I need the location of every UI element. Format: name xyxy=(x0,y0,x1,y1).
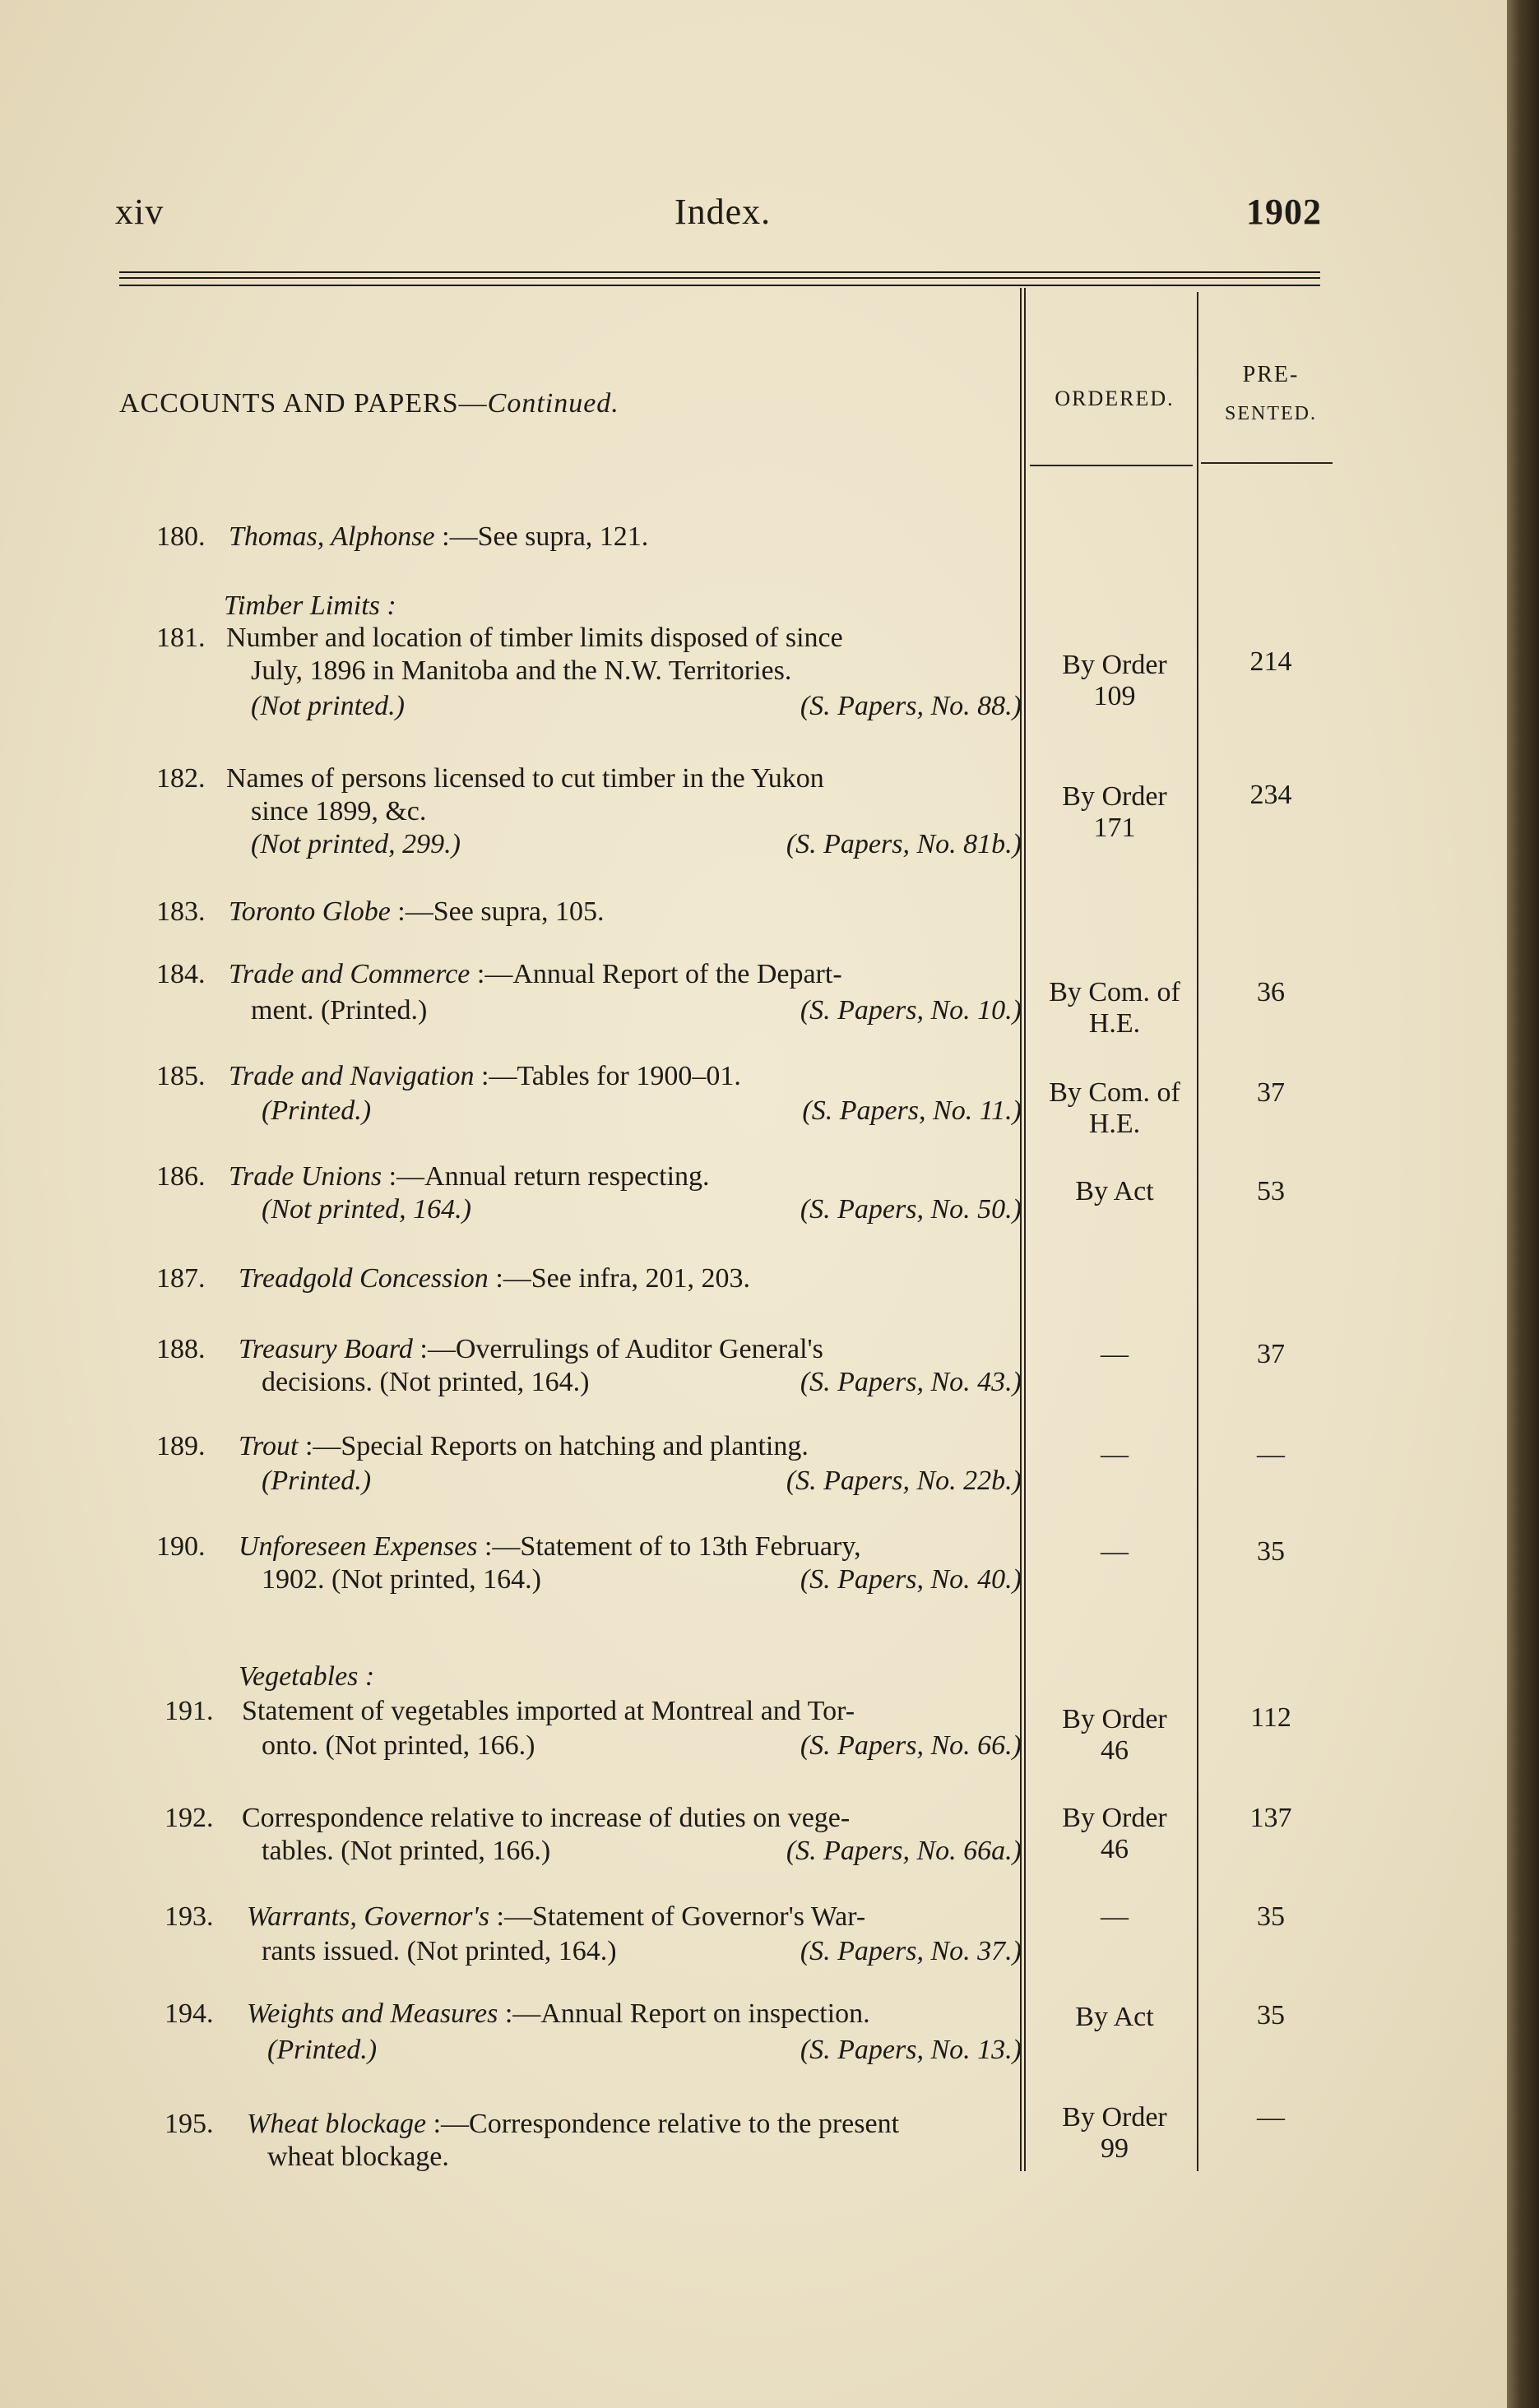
entry-subject: Trade and Commerce xyxy=(229,959,471,989)
entry-number: 185. xyxy=(156,1061,206,1091)
entry-text: :—Correspondence relative to the present xyxy=(433,2109,900,2139)
entry-subject: Weights and Measures xyxy=(247,1998,498,2029)
entry-line xyxy=(239,1431,809,1462)
entry-text: :—Overrulings of Auditor General's xyxy=(420,1334,823,1364)
entry-text: :—See infra, 201, 203. xyxy=(495,1263,751,1294)
entry-number: 193. xyxy=(165,1901,214,1932)
entry-number: 181. xyxy=(156,623,206,653)
entry-number: 184. xyxy=(156,959,206,989)
entry-text: :—Annual return respecting. xyxy=(388,1161,710,1192)
column-header-rule-presented xyxy=(1201,462,1333,464)
entry-ordered: By Order 171 xyxy=(1062,781,1167,843)
page-binding-edge xyxy=(1507,0,1539,2408)
entry-line xyxy=(229,521,648,553)
entry-line xyxy=(239,1263,750,1294)
entry-subject: Unforeseen Expenses xyxy=(239,1531,478,1562)
entry-number: 192. xyxy=(165,1803,214,1833)
page-title: Index. xyxy=(674,192,772,232)
entry-presented: 36 xyxy=(1257,977,1285,1007)
entry-subject: Treadgold Concession xyxy=(239,1263,489,1294)
entry-presented: — xyxy=(1257,1439,1285,1470)
entry-ordered: By Order 46 xyxy=(1062,1803,1167,1864)
entry-presented: 35 xyxy=(1257,1536,1285,1567)
entry-presented: 37 xyxy=(1257,1339,1285,1369)
entry-line xyxy=(239,1334,823,1365)
entry-presented: 53 xyxy=(1257,1176,1285,1206)
page-year: 1902 xyxy=(1246,192,1322,232)
entry-line xyxy=(229,896,604,928)
entry-number: 189. xyxy=(156,1431,206,1461)
entry-ordered: — xyxy=(1101,1439,1129,1470)
entry-number: 191. xyxy=(165,1696,214,1726)
column-divider-text xyxy=(1020,288,1022,2171)
entry-number: 180. xyxy=(156,521,206,552)
page-number-roman: xiv xyxy=(115,192,165,232)
entry-text-line1: Statement of vegetables imported at Montreal and Tor- xyxy=(242,1696,855,1726)
entry-text-line2: (Printed.) xyxy=(262,1466,372,1496)
column-header-presented-line1: PRE- xyxy=(1242,362,1300,387)
column-header-presented-line2: SENTED. xyxy=(1225,403,1317,424)
column-divider-ordered xyxy=(1197,292,1198,2171)
entry-presented: 112 xyxy=(1250,1702,1291,1733)
entry-paper-ref: (S. Papers, No. 37.) xyxy=(800,1936,1022,1966)
entry-ordered: By Act xyxy=(1075,2002,1154,2032)
entry-number: 188. xyxy=(156,1334,206,1364)
column-header-rule-ordered xyxy=(1030,465,1193,466)
column-header-ordered: ORDERED. xyxy=(1055,387,1175,410)
entry-paper-ref: (S. Papers, No. 11.) xyxy=(802,1095,1022,1126)
entry-text: :—Statement of to 13th February, xyxy=(484,1531,861,1562)
entry-text-line2: (Printed.) xyxy=(262,1095,372,1126)
entry-note: (Not printed.) xyxy=(251,691,405,721)
entry-text-line2: ment. (Printed.) xyxy=(251,995,428,1026)
entry-line xyxy=(229,1161,710,1192)
entry-subject: Thomas, Alphonse xyxy=(229,521,435,552)
section-title: ACCOUNTS AND PAPERS—Continued. xyxy=(119,388,619,419)
entry-subject: Treasury Board xyxy=(239,1334,413,1364)
header-rule-bottom xyxy=(119,285,1320,286)
entry-ordered: By Act xyxy=(1075,1176,1154,1206)
header-rule-mid xyxy=(119,277,1320,279)
entry-text: :—Annual Report of the Depart- xyxy=(476,959,842,989)
entry-text-line2: 1902. (Not printed, 164.) xyxy=(262,1564,541,1595)
entry-paper-ref: (S. Papers, No. 43.) xyxy=(800,1367,1022,1397)
entry-paper-ref: (S. Papers, No. 13.) xyxy=(800,2035,1022,2065)
entry-number: 182. xyxy=(156,763,206,794)
entry-paper-ref: (S. Papers, No. 50.) xyxy=(800,1194,1022,1225)
entry-presented: — xyxy=(1257,2102,1285,2132)
entry-text-line2: wheat blockage. xyxy=(267,2142,449,2172)
entry-ordered: — xyxy=(1101,1536,1129,1567)
section-title-continued: Continued. xyxy=(487,388,619,419)
entry-line xyxy=(247,1998,870,2030)
entry-ordered: By Order 46 xyxy=(1062,1704,1167,1766)
entry-line xyxy=(239,1531,861,1563)
entry-paper-ref: (S. Papers, No. 22b.) xyxy=(786,1466,1022,1496)
entry-note: (Not printed, 299.) xyxy=(251,829,461,859)
header-rule-top xyxy=(119,271,1320,273)
entry-presented: 35 xyxy=(1257,1901,1285,1932)
entry-text-line1: Number and location of timber limits disposed of since xyxy=(226,623,843,653)
entry-line xyxy=(229,1061,741,1092)
entry-text-line2: onto. (Not printed, 166.) xyxy=(262,1730,535,1761)
section-title-main: ACCOUNTS AND PAPERS xyxy=(119,388,459,419)
entry-number: 195. xyxy=(165,2109,214,2139)
entry-text: :—Statement of Governor's War- xyxy=(496,1901,866,1932)
entry-paper-ref: (S. Papers, No. 10.) xyxy=(800,995,1022,1026)
entry-presented: 234 xyxy=(1249,780,1292,810)
entry-text-line2: rants issued. (Not printed, 164.) xyxy=(262,1936,617,1966)
entry-number: 190. xyxy=(156,1531,206,1562)
entry-ordered: By Order 109 xyxy=(1062,650,1167,711)
entry-number: 187. xyxy=(156,1263,206,1294)
entry-paper-ref: (S. Papers, No. 66.) xyxy=(800,1730,1022,1761)
entry-ordered: — xyxy=(1101,1339,1129,1369)
entry-ordered: By Order 99 xyxy=(1062,2102,1167,2164)
entry-paper-ref: (S. Papers, No. 66a.) xyxy=(786,1836,1022,1866)
entry-number: 183. xyxy=(156,896,206,927)
entry-text-line2: decisions. (Not printed, 164.) xyxy=(262,1367,590,1397)
entry-text: :—Tables for 1900–01. xyxy=(480,1061,741,1091)
entry-text: :—See supra, 105. xyxy=(397,896,605,927)
entry-presented: 214 xyxy=(1249,646,1292,677)
entry-ordered: By Com. of H.E. xyxy=(1049,977,1180,1039)
entry-number: 194. xyxy=(165,1998,214,2029)
entry-text-line2: since 1899, &c. xyxy=(251,796,427,827)
entry-presented: 35 xyxy=(1257,2000,1285,2031)
subheading-timber-limits: Timber Limits : xyxy=(224,590,396,621)
entry-text-line2: (Not printed, 164.) xyxy=(262,1194,471,1225)
entry-subject: Trout xyxy=(239,1431,299,1461)
entry-text: :—Special Reports on hatching and planting. xyxy=(304,1431,809,1461)
entry-presented: 137 xyxy=(1249,1803,1292,1833)
entry-subject: Wheat blockage xyxy=(247,2109,427,2139)
entry-subject: Warrants, Governor's xyxy=(247,1901,490,1932)
entry-paper-ref: (S. Papers, No. 88.) xyxy=(800,691,1022,721)
column-divider-text-inner xyxy=(1024,288,1026,2171)
entry-subject: Trade and Navigation xyxy=(229,1061,475,1091)
entry-text-line1: Correspondence relative to increase of duties on vege- xyxy=(242,1803,851,1833)
entry-presented: 37 xyxy=(1257,1077,1285,1108)
entry-line xyxy=(247,2109,899,2140)
entry-number: 186. xyxy=(156,1161,206,1192)
entry-text-line2: tables. (Not printed, 166.) xyxy=(262,1836,551,1866)
entry-subject: Toronto Globe xyxy=(229,896,391,927)
entry-ordered: By Com. of H.E. xyxy=(1049,1077,1180,1139)
entry-line xyxy=(229,959,842,990)
entry-text: :—Annual Report on inspection. xyxy=(504,1998,870,2029)
entry-text: :—See supra, 121. xyxy=(442,521,649,552)
entry-paper-ref: (S. Papers, No. 81b.) xyxy=(786,829,1022,859)
entry-text-line2: (Printed.) xyxy=(267,2035,378,2065)
subheading-vegetables: Vegetables : xyxy=(239,1661,375,1692)
entry-paper-ref: (S. Papers, No. 40.) xyxy=(800,1564,1022,1595)
entry-ordered: — xyxy=(1101,1901,1129,1932)
entry-text-line2: July, 1896 in Manitoba and the N.W. Territories. xyxy=(251,655,792,686)
entry-subject: Trade Unions xyxy=(229,1161,382,1192)
entry-line xyxy=(247,1901,865,1933)
entry-text-line1: Names of persons licensed to cut timber in the Yukon xyxy=(226,763,824,794)
